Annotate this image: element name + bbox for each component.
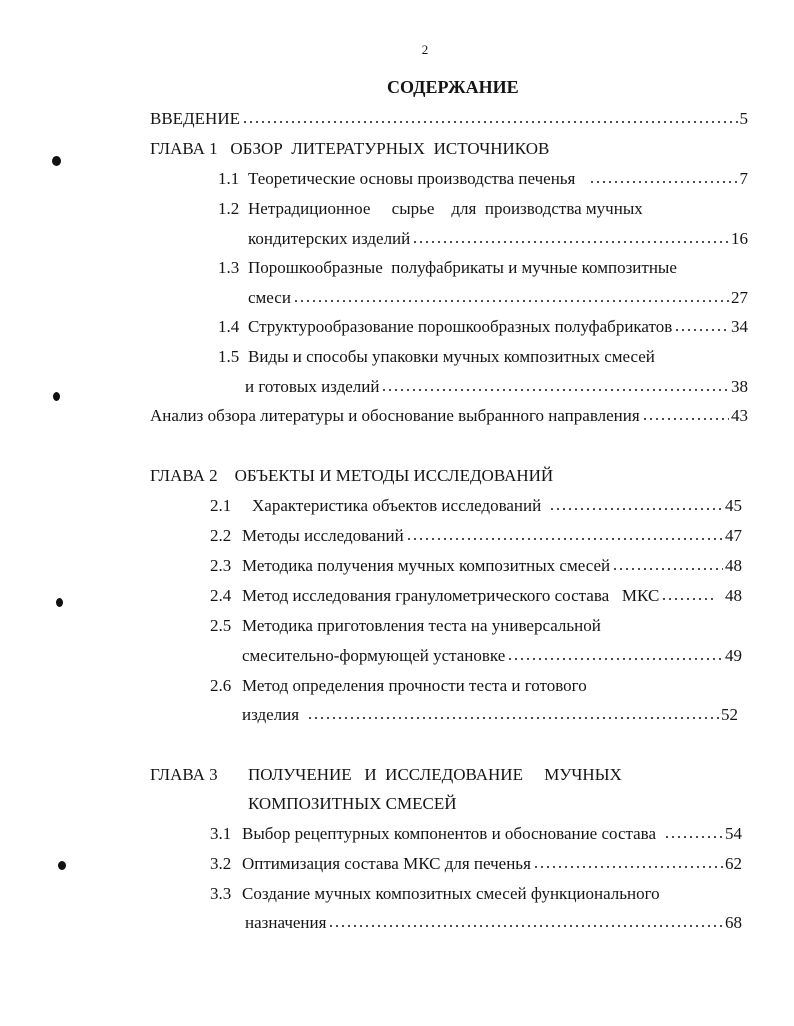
toc-entry-2-5[interactable]	[210, 615, 601, 637]
entry-text: Характеристика объектов исследований	[252, 496, 542, 515]
dot-leader	[612, 567, 723, 571]
dot-leader	[412, 240, 729, 244]
scan-mark	[53, 392, 60, 401]
toc-entry-analysis[interactable]	[150, 405, 748, 427]
toc-entry-1-3-cont[interactable]	[248, 287, 748, 309]
dot-leader	[533, 865, 723, 869]
entry-number: 1.3	[218, 258, 240, 277]
entry-number: 1.5	[218, 347, 240, 366]
entry-number: 1.4	[218, 317, 240, 336]
dot-leader	[307, 716, 719, 720]
toc-entry-2-2[interactable]	[210, 525, 742, 547]
toc-entry-3-2[interactable]	[210, 853, 742, 875]
entry-text-cont: и готовых изделий	[245, 377, 380, 396]
toc-entry-1-2-cont[interactable]	[248, 228, 748, 250]
toc-entry-1-5[interactable]	[218, 346, 655, 368]
entry-text: Создание мучных композитных смесей функционального	[242, 884, 660, 903]
scan-mark	[58, 861, 66, 870]
entry-page: 68	[725, 913, 742, 932]
dot-leader	[674, 328, 729, 332]
dot-leader	[328, 924, 723, 928]
entry-text: Виды и способы упаковки мучных композитных смесей	[248, 347, 655, 366]
entry-number: 2.2	[210, 526, 232, 545]
entry-text-cont: кондитерских изделий	[248, 229, 411, 248]
dot-leader	[381, 388, 729, 392]
entry-text: Метод исследования гранулометрического состава МКС	[242, 586, 660, 605]
toc-entry-2-6[interactable]	[210, 675, 587, 697]
entry-number: 2.6	[210, 676, 232, 695]
toc-entry-3-3-cont[interactable]	[245, 912, 742, 934]
chapter-2-heading[interactable]: ГЛАВА 2 ОБЪЕКТЫ И МЕТОДЫ ИССЛЕДОВАНИЙ	[150, 466, 554, 485]
entry-page: 27	[731, 288, 748, 307]
entry-text-cont: смеси	[248, 288, 291, 307]
entry-page: 5	[739, 109, 748, 128]
entry-page: 52	[721, 705, 738, 724]
entry-text-cont: смесительно-формующей установке	[242, 646, 506, 665]
dot-leader	[589, 180, 737, 184]
entry-text: Нетрадиционное сырье для производства мучных	[248, 199, 643, 218]
toc-entry-2-3[interactable]	[210, 555, 742, 577]
dot-leader	[406, 537, 723, 541]
entry-text: Методы исследований	[242, 526, 404, 545]
entry-number: 3.3	[210, 884, 232, 903]
dot-leader	[642, 417, 729, 421]
entry-text: Анализ обзора литературы и обоснование выбранного направления	[150, 406, 640, 425]
entry-number: 2.5	[210, 616, 232, 635]
toc-entry-2-4[interactable]	[210, 585, 742, 607]
toc-entry-1-4[interactable]	[218, 316, 748, 338]
entry-number: 2.4	[210, 586, 232, 605]
entry-page: 48	[725, 586, 742, 605]
scan-mark	[56, 598, 63, 607]
dot-leader	[549, 507, 723, 511]
toc-entry-3-1[interactable]	[210, 823, 742, 845]
entry-text-cont: изделия	[242, 705, 300, 724]
entry-page: 49	[725, 646, 742, 665]
entry-text: Методика получения мучных композитных смесей	[242, 556, 611, 575]
toc-entry-3-3[interactable]	[210, 883, 660, 905]
entry-page: 54	[725, 824, 742, 843]
toc-entry-2-1[interactable]	[210, 495, 742, 517]
entry-number: 1.2	[218, 199, 240, 218]
entry-number: 2.1	[210, 496, 232, 515]
entry-text: Теоретические основы производства печенья	[248, 169, 576, 188]
entry-page: 62	[725, 854, 742, 873]
page-title: СОДЕРЖАНИЕ	[387, 77, 519, 97]
chapter-3-heading[interactable]	[150, 764, 622, 786]
page-number: 2	[421, 42, 429, 57]
entry-text: Метод определения прочности теста и готового	[242, 676, 587, 695]
dot-leader	[664, 835, 723, 839]
toc-entry-1-5-cont[interactable]	[245, 376, 748, 398]
entry-text: ВВЕДЕНИЕ	[150, 109, 240, 128]
toc-entry-2-6-cont[interactable]	[242, 704, 738, 726]
entry-number: 3.1	[210, 824, 232, 843]
entry-page: 7	[739, 169, 748, 188]
chapter-title: ПОЛУЧЕНИЕ И ИССЛЕДОВАНИЕ МУЧНЫХ	[248, 765, 622, 784]
dot-leader	[242, 120, 738, 124]
chapter-1-heading[interactable]: ГЛАВА 1 ОБЗОР ЛИТЕРАТУРНЫХ ИСТОЧНИКОВ	[150, 139, 550, 158]
toc-entry-intro[interactable]	[150, 108, 748, 130]
chapter-3-heading-cont[interactable]: КОМПОЗИТНЫХ СМЕСЕЙ	[248, 794, 457, 813]
dot-leader	[293, 299, 729, 303]
entry-page: 47	[725, 526, 742, 545]
entry-text: Порошкообразные полуфабрикаты и мучные композитные	[248, 258, 677, 277]
toc-entry-1-2[interactable]	[218, 198, 643, 220]
entry-number: 3.2	[210, 854, 232, 873]
entry-text: Методика приготовления теста на универсальной	[242, 616, 601, 635]
entry-page: 38	[731, 377, 748, 396]
dot-leader	[507, 657, 723, 661]
toc-entry-1-3[interactable]	[218, 257, 677, 279]
chapter-label: ГЛАВА 3	[150, 765, 218, 784]
entry-number: 1.1	[218, 169, 240, 188]
entry-text: Структурообразование порошкообразных полуфабрикатов	[248, 317, 673, 336]
entry-text: Выбор рецептурных компонентов и обоснование состава	[242, 824, 657, 843]
entry-text: Оптимизация состава МКС для печенья	[242, 854, 531, 873]
dot-leader	[661, 597, 717, 601]
scan-mark	[52, 156, 61, 166]
entry-page: 45	[725, 496, 742, 515]
entry-page: 48	[725, 556, 742, 575]
toc-entry-1-1[interactable]	[218, 168, 748, 190]
entry-page: 16	[731, 229, 748, 248]
entry-page: 43	[731, 406, 748, 425]
entry-number: 2.3	[210, 556, 232, 575]
entry-text-cont: назначения	[245, 913, 327, 932]
toc-entry-2-5-cont[interactable]	[242, 645, 742, 667]
entry-page: 34	[731, 317, 748, 336]
